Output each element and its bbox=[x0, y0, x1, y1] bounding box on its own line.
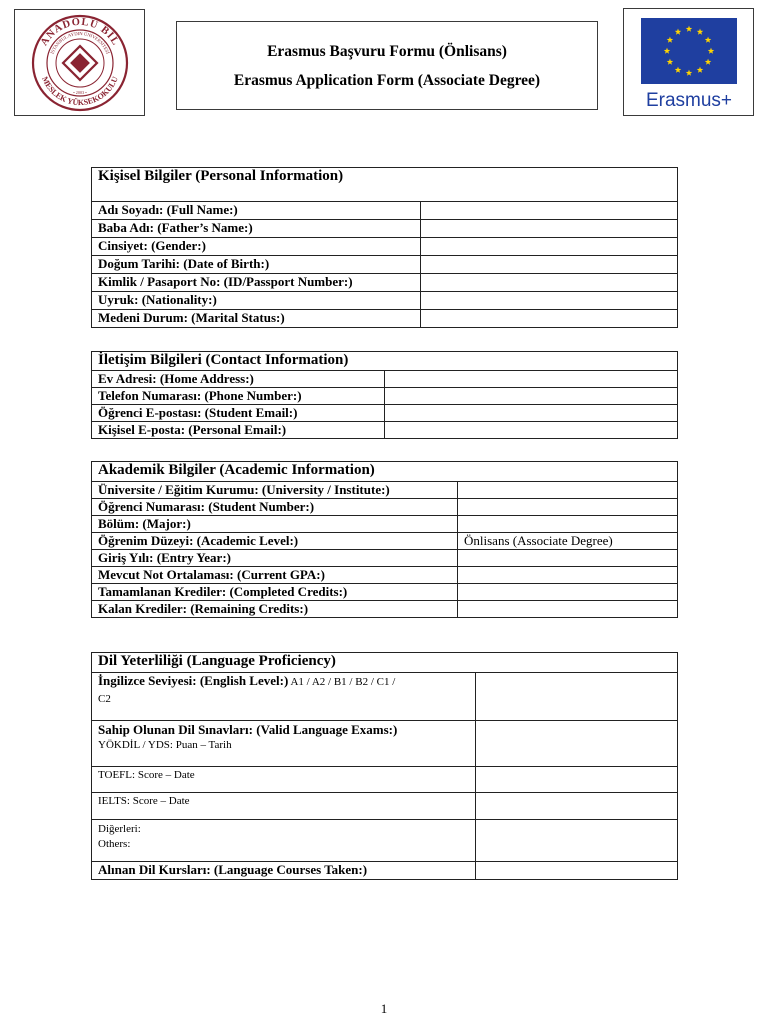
nationality-field[interactable] bbox=[421, 292, 678, 310]
personal-email-field[interactable] bbox=[385, 422, 678, 439]
student-email-label: Öğrenci E-postası: (Student Email:) bbox=[92, 405, 385, 422]
phone-number-field[interactable] bbox=[385, 388, 678, 405]
academic-level-field[interactable]: Önlisans (Associate Degree) bbox=[458, 533, 678, 550]
gender-field[interactable] bbox=[421, 238, 678, 256]
english-level-label: İngilizce Seviyesi: (English Level:) bbox=[98, 673, 289, 688]
english-level-options: A1 / A2 / B1 / B2 / C1 / bbox=[288, 676, 396, 688]
toefl-label: TOEFL: Score – Date bbox=[98, 769, 195, 781]
id-passport-label: Kimlik / Pasaport No: (ID/Passport Number:) bbox=[92, 274, 421, 292]
completed-credits-field[interactable] bbox=[458, 584, 678, 601]
english-level-field[interactable] bbox=[476, 673, 678, 721]
home-address-field[interactable] bbox=[385, 371, 678, 388]
seal-ring-inner-text: İSTANBUL AYDIN ÜNİVERSİTESİ bbox=[49, 30, 110, 55]
seal-year: • 2003 • bbox=[72, 89, 87, 95]
form-title-box bbox=[176, 21, 598, 110]
form-title-turkish: Erasmus Başvuru Formu (Önlisans) bbox=[267, 42, 507, 60]
academic-info-heading: Akademik Bilgiler (Academic Information) bbox=[92, 462, 678, 482]
others-label-tr: Diğerleri: bbox=[98, 823, 141, 835]
language-exams-field[interactable] bbox=[476, 721, 678, 767]
home-address-label: Ev Adresi: (Home Address:) bbox=[92, 371, 385, 388]
seal-ring-top-text: ANADOLU BİL bbox=[38, 16, 121, 48]
ielts-cell bbox=[92, 793, 476, 820]
english-level-options-cont: C2 bbox=[98, 693, 111, 705]
seal-ring-bottom-text: MESLEK YÜKSEKOKULU bbox=[39, 74, 120, 107]
remaining-credits-field[interactable] bbox=[458, 601, 678, 618]
id-passport-field[interactable] bbox=[421, 274, 678, 292]
erasmus-plus-logo bbox=[623, 8, 754, 116]
english-level-cell bbox=[92, 673, 476, 721]
academic-info-table bbox=[91, 461, 678, 618]
date-of-birth-field[interactable] bbox=[421, 256, 678, 274]
father-name-label: Baba Adı: (Father’s Name:) bbox=[92, 220, 421, 238]
full-name-label: Adı Soyadı: (Full Name:) bbox=[92, 202, 421, 220]
contact-info-heading: İletişim Bilgileri (Contact Information) bbox=[92, 352, 678, 371]
current-gpa-label: Mevcut Not Ortalaması: (Current GPA:) bbox=[92, 567, 458, 584]
personal-email-label: Kişisel E-posta: (Personal Email:) bbox=[92, 422, 385, 439]
other-exams-field[interactable] bbox=[476, 820, 678, 862]
entry-year-field[interactable] bbox=[458, 550, 678, 567]
date-of-birth-label: Doğum Tarihi: (Date of Birth:) bbox=[92, 256, 421, 274]
major-label: Bölüm: (Major:) bbox=[92, 516, 458, 533]
university-field[interactable] bbox=[458, 482, 678, 499]
yds-exam-label: YÖKDİL / YDS: Puan – Tarih bbox=[98, 739, 232, 751]
university-label: Üniversite / Eğitim Kurumu: (University / Institute:) bbox=[92, 482, 458, 499]
university-logo bbox=[14, 9, 145, 116]
student-email-field[interactable] bbox=[385, 405, 678, 422]
language-proficiency-heading: Dil Yeterliliği (Language Proficiency) bbox=[92, 653, 678, 673]
full-name-field[interactable] bbox=[421, 202, 678, 220]
marital-status-field[interactable] bbox=[421, 310, 678, 328]
entry-year-label: Giriş Yılı: (Entry Year:) bbox=[92, 550, 458, 567]
ielts-label: IELTS: Score – Date bbox=[98, 795, 190, 807]
eu-flag-icon bbox=[633, 14, 745, 110]
other-exams-cell bbox=[92, 820, 476, 862]
language-proficiency-table bbox=[91, 652, 678, 880]
personal-info-heading: Kişisel Bilgiler (Personal Information) bbox=[92, 168, 678, 202]
personal-info-table bbox=[91, 167, 678, 328]
ielts-field[interactable] bbox=[476, 793, 678, 820]
major-field[interactable] bbox=[458, 516, 678, 533]
father-name-field[interactable] bbox=[421, 220, 678, 238]
university-seal-icon bbox=[30, 13, 130, 113]
toefl-field[interactable] bbox=[476, 767, 678, 793]
form-title-english: Erasmus Application Form (Associate Degree) bbox=[233, 71, 541, 89]
student-number-label: Öğrenci Numarası: (Student Number:) bbox=[92, 499, 458, 516]
language-exams-label: Sahip Olunan Dil Sınavları: (Valid Language Exams:) bbox=[98, 722, 398, 737]
page-number: 1 bbox=[380, 1001, 388, 1016]
gender-label: Cinsiyet: (Gender:) bbox=[92, 238, 421, 256]
language-courses-label: Alınan Dil Kursları: (Language Courses Taken:) bbox=[92, 862, 476, 880]
language-exams-cell bbox=[92, 721, 476, 767]
academic-level-label: Öğrenim Düzeyi: (Academic Level:) bbox=[92, 533, 458, 550]
nationality-label: Uyruk: (Nationality:) bbox=[92, 292, 421, 310]
student-number-field[interactable] bbox=[458, 499, 678, 516]
marital-status-label: Medeni Durum: (Marital Status:) bbox=[92, 310, 421, 328]
others-label-en: Others: bbox=[98, 838, 131, 850]
phone-number-label: Telefon Numarası: (Phone Number:) bbox=[92, 388, 385, 405]
language-courses-field[interactable] bbox=[476, 862, 678, 880]
toefl-cell bbox=[92, 767, 476, 793]
completed-credits-label: Tamamlanan Krediler: (Completed Credits:) bbox=[92, 584, 458, 601]
contact-info-table bbox=[91, 351, 678, 439]
erasmus-plus-wordmark: Erasmus+ bbox=[645, 90, 732, 110]
remaining-credits-label: Kalan Krediler: (Remaining Credits:) bbox=[92, 601, 458, 618]
current-gpa-field[interactable] bbox=[458, 567, 678, 584]
